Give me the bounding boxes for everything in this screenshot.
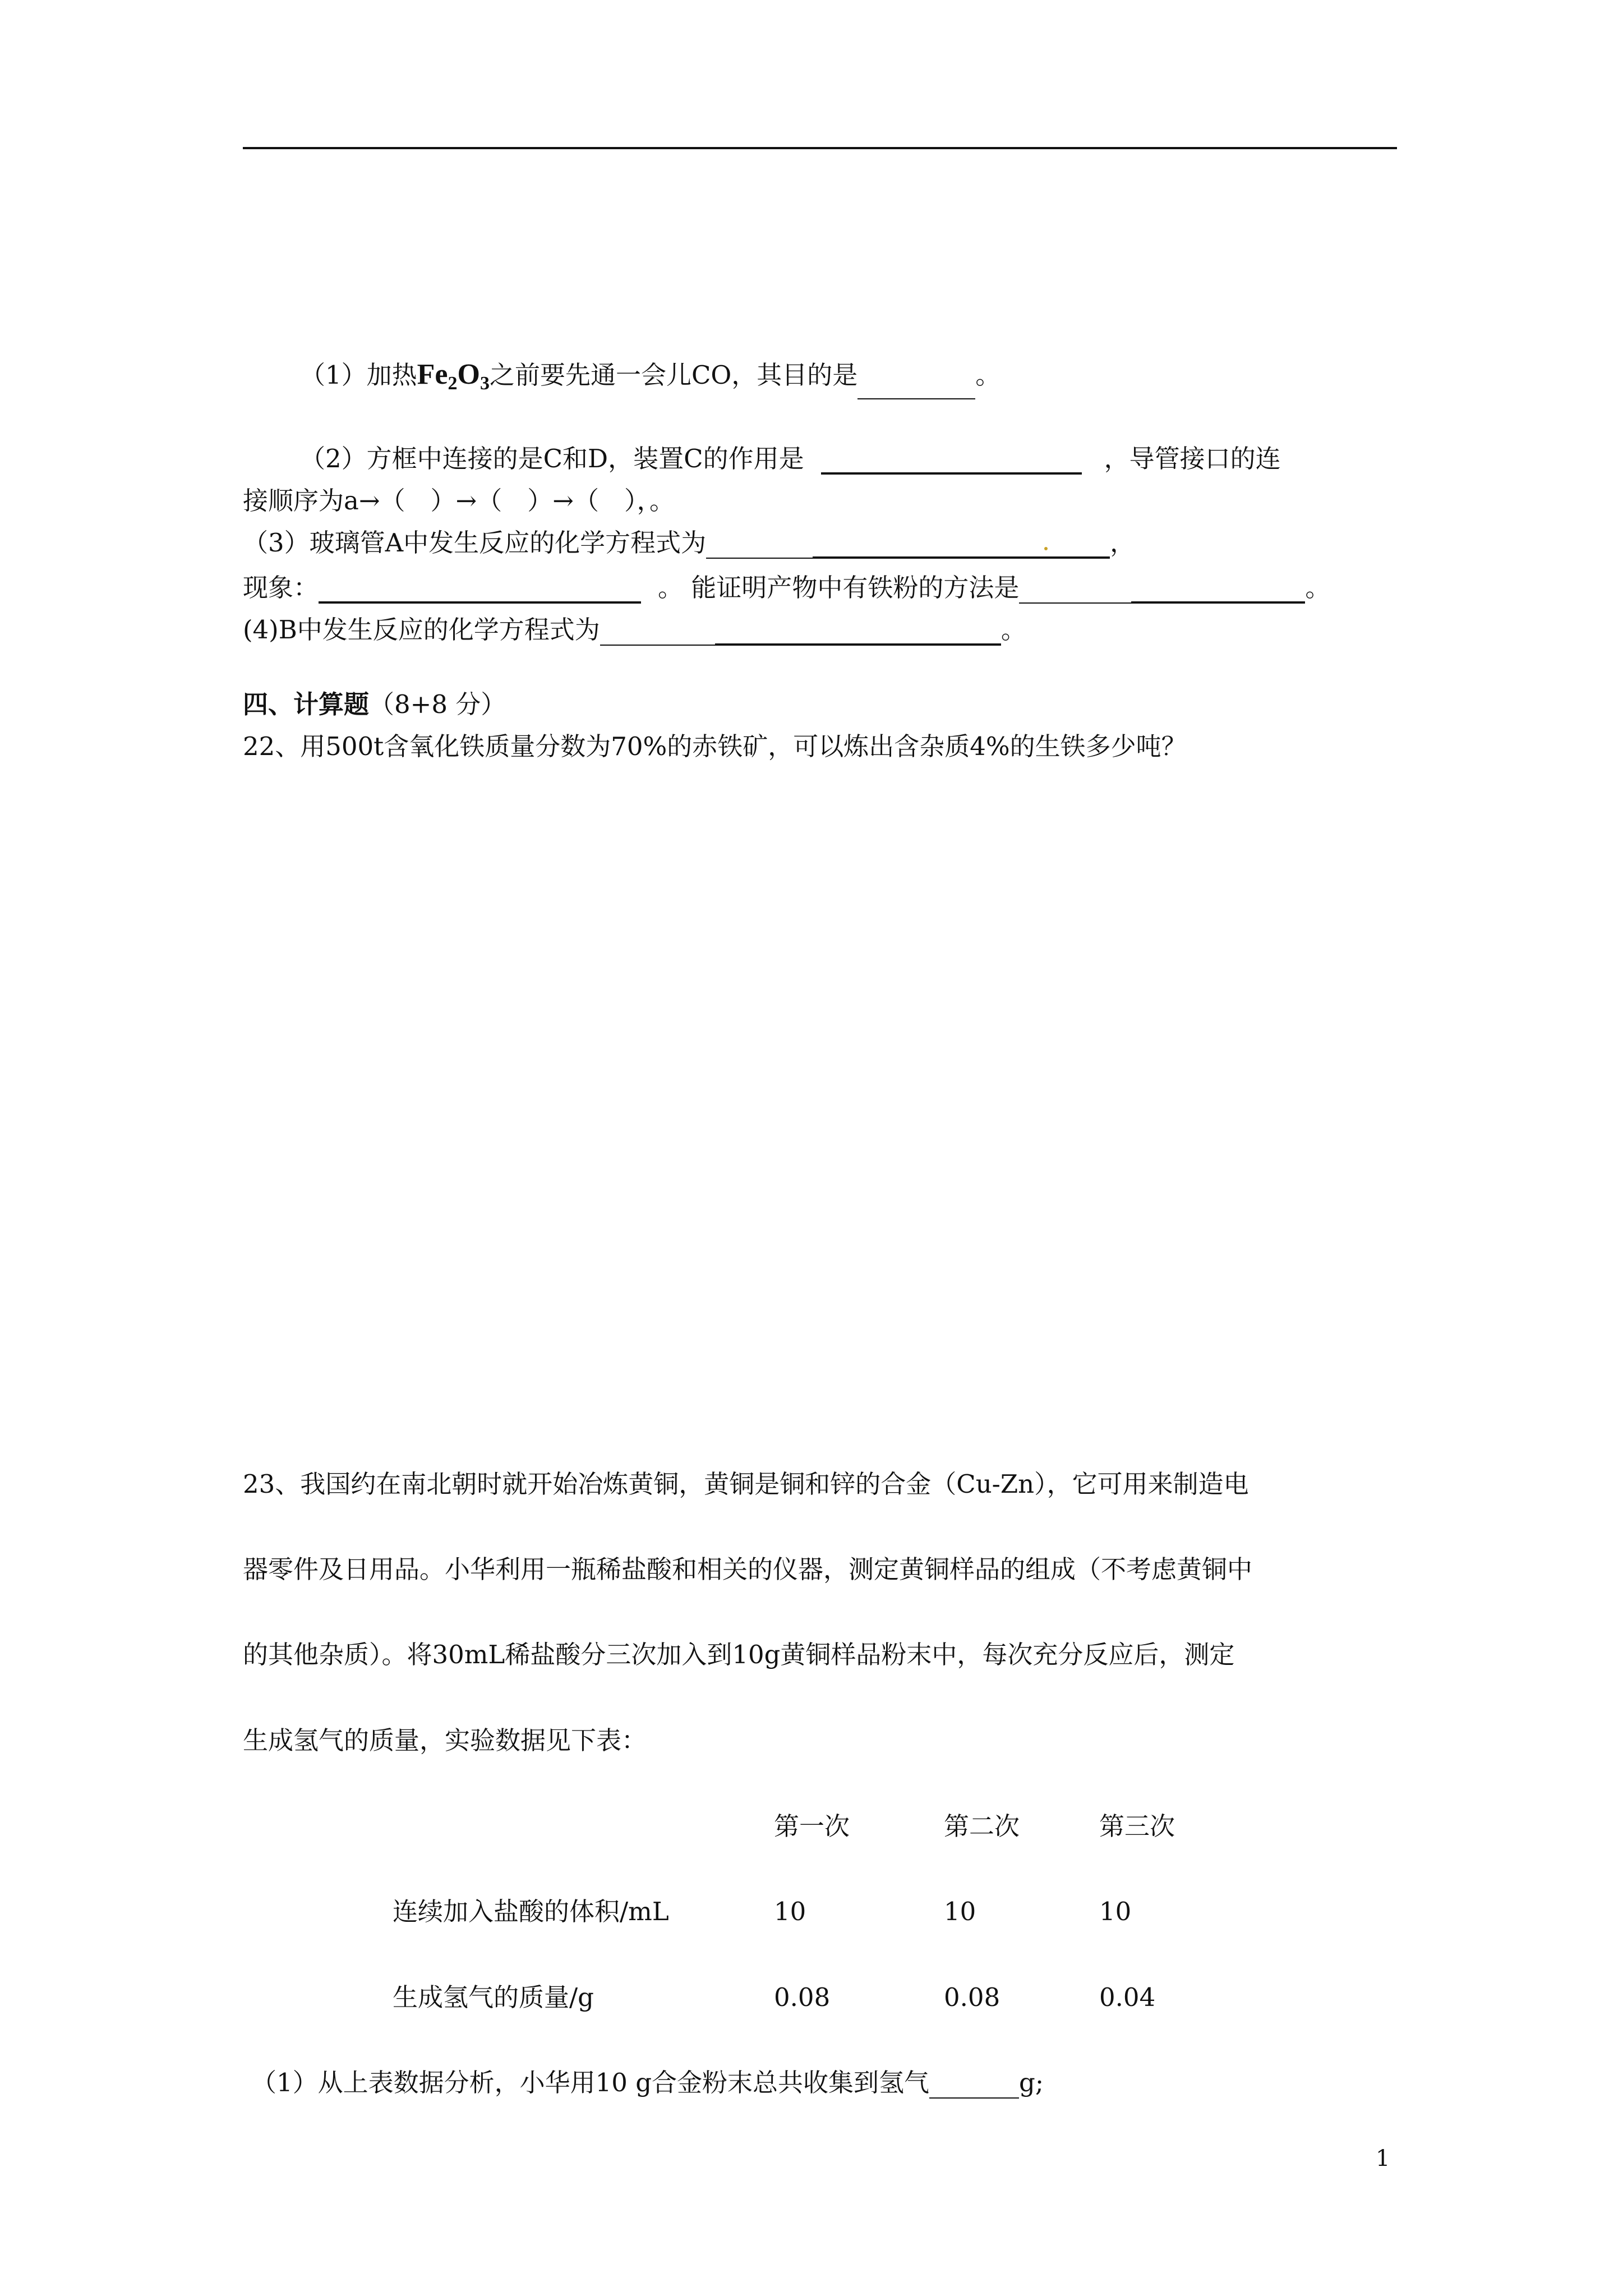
answer-blank[interactable]	[1131, 576, 1305, 604]
table-row-label: 生成氢气的质量/g	[393, 1982, 594, 2012]
stray-dot	[1044, 547, 1048, 550]
table-cell: 10	[944, 1897, 976, 1926]
q23-line2: 器零件及日用品。小华利用一瓶稀盐酸和相关的仪器，测定黄铜样品的组成（不考虑黄铜中	[243, 1554, 1253, 1584]
table-row-label: 连续加入盐酸的体积/mL	[393, 1897, 669, 1926]
answer-blank[interactable]	[929, 2072, 1019, 2099]
q21-part3-line2: 现象： 。 能证明产物中有铁粉的方法是 。	[243, 573, 1331, 602]
table-header-1: 第一次	[774, 1811, 850, 1841]
answer-blank[interactable]	[813, 531, 1110, 559]
q23-line4: 生成氢气的质量，实验数据见下表：	[243, 1726, 647, 1755]
answer-blank[interactable]	[715, 618, 1001, 646]
answer-blank[interactable]	[319, 576, 641, 604]
page-number: 1	[1376, 2146, 1390, 2171]
section-heading: 四、计算题（8+8 分）	[243, 689, 506, 719]
header-rule	[243, 147, 1397, 149]
q21-part2-line2: 接顺序为a→（ ）→（ ）→（ ），。	[243, 486, 675, 516]
table-cell: 0.08	[774, 1982, 831, 2012]
table-header-2: 第二次	[944, 1811, 1020, 1841]
q23-line3: 的其他杂质）。将30mL稀盐酸分三次加入到10g黄铜样品粉末中，每次充分反应后，测定	[243, 1640, 1235, 1669]
answer-blank[interactable]	[706, 532, 813, 559]
answer-blank[interactable]	[600, 619, 715, 646]
table-cell: 0.08	[944, 1982, 1000, 2012]
table-header-3: 第三次	[1099, 1811, 1175, 1841]
q22-text: 22、用500t含氧化铁质量分数为70%的赤铁矿，可以炼出含杂质4%的生铁多少吨？	[243, 731, 1187, 761]
answer-blank[interactable]	[821, 447, 1082, 475]
fe2o3-formula: $Fe_2O_3$	[417, 358, 490, 394]
q21-part2-line1: （2）方框中连接的是C和D，装置C的作用是 ，导管接口的连	[300, 444, 1281, 473]
table-cell: 0.04	[1099, 1982, 1156, 2012]
q21-part3-line1: （3）玻璃管A中发生反应的化学方程式为 ，	[243, 528, 1136, 558]
answer-blank[interactable]	[1019, 577, 1131, 604]
q23-sub1: （1）从上表数据分析，小华用10 g合金粉末总共收集到氢气 g;	[251, 2068, 1044, 2097]
table-cell: 10	[1099, 1897, 1132, 1926]
q21-part4: (4)B中发生反应的化学方程式为 。	[243, 615, 1026, 645]
table-cell: 10	[774, 1897, 806, 1926]
answer-blank[interactable]	[857, 372, 975, 399]
q23-line1: 23、我国约在南北朝时就开始冶炼黄铜，黄铜是铜和锌的合金（Cu-Zn），它可用来制造电	[243, 1469, 1249, 1499]
q21-part1: （1）加热$Fe_2O_3$之前要先通一会儿CO，其目的是 。	[300, 359, 1000, 399]
